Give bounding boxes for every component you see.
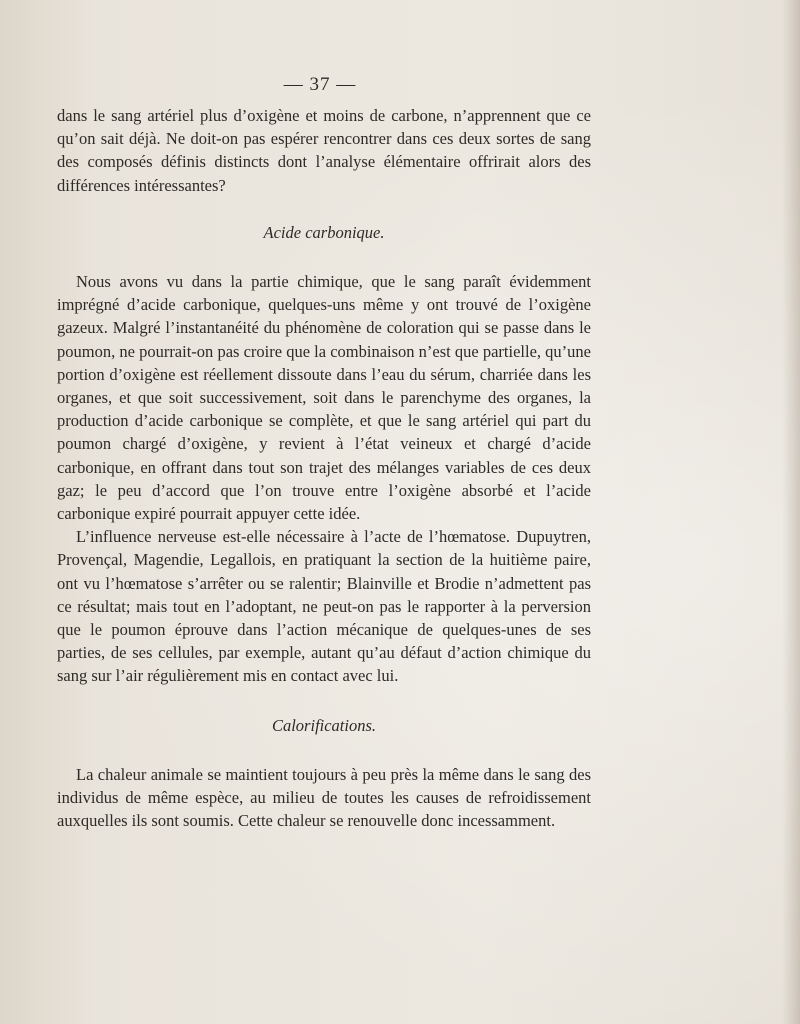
page-number: — 37 — — [283, 74, 357, 95]
paragraph-continuation: dans le sang artériel plus d’oxigène et moins de carbone, n’apprennent que ce qu’on sait déjà. Ne doit-on pas espérer rencontrer dans ces deux sortes de sang des composés définis distincts dont l’analyse élémentaire offrirait alors des différences intéressantes? — [57, 106, 591, 195]
page-edge-shadow — [782, 0, 800, 1024]
paragraph-chaleur-animale: La chaleur animale se maintient toujours à peu près la même dans le sang des individus de même espèce, au milieu de toutes les causes de refroidissement auxquelles ils sont soumis. Cette chaleur se renouvelle donc incessamment. — [57, 764, 591, 831]
paragraph-acide-carbonique: Nous avons vu dans la partie chimique, que le sang paraît évidemment imprégné d’acide carbonique, quelques-uns même y ont trouvé de l’oxigène gazeux. Malgré l’instantanéité du phénomène de coloration qui se passe dans le poumon, ne pourrait-on pas croire que la combinaison n’est que partielle, qu’une portion d’oxigène est réellement dissoute dans l’eau du sérum, charriée dans les organes, et que soit successivement, soit dans le parenchyme des organes, la production d’acide carbonique se complète, et que le sang artériel qui part du poumon chargé d’oxigène, y revient à l’état veineux et chargé d’acide carbonique, en offrant dans tout son trajet des mélanges variables de ces deux gaz; le peu d’accord que l’on trouve entre l’oxigène absorbé et l’acide carbonique expiré pourrait appuyer cette idée. — [57, 272, 591, 524]
section-heading-acide-carbonique: Acide carbonique. — [263, 222, 385, 242]
page-body — [57, 104, 591, 832]
section-heading-calorifications: Calorifications. — [271, 715, 377, 735]
paragraph-influence-nerveuse: L’influence nerveuse est-elle nécessaire à l’acte de l’hœmatose. Dupuytren, Provençal, Magendie, Legallois, en pratiquant la section de la huitième paire, ont vu l’hœmatose s’arrêter ou se ralentir; Blainville et Brodie n’admettent pas ce résultat; mais tout en l’adoptant, ne peut-on pas le rapporter à la perversion que le poumon éprouve dans l’action mécanique de quelques-unes de ses parties, de ses cellules, par exemple, autant qu’au défaut d’action chimique du sang sur l’air régulièrement mis en contact avec lui. — [57, 527, 591, 686]
